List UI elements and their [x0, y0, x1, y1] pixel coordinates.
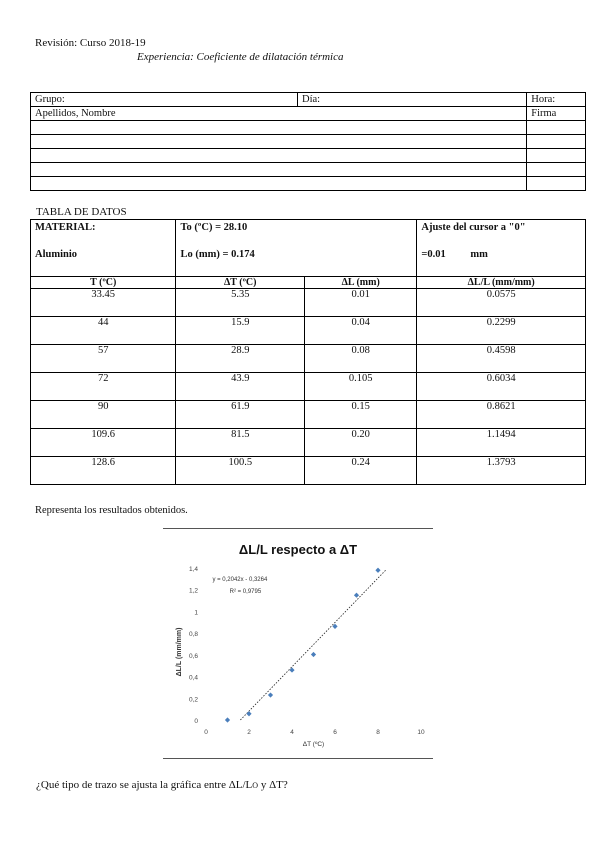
cell-dt: 15.9 [176, 317, 305, 345]
name-cell[interactable] [31, 135, 527, 149]
cell-dl: 0.24 [305, 457, 417, 485]
data-point [354, 593, 359, 598]
experiment-title: Experiencia: Coeficiente de dilatación térmica [137, 51, 344, 63]
to-label: To (ºC) = 28.10 [180, 222, 248, 233]
chart-layer [176, 542, 425, 748]
cell-dt: 43.9 [176, 373, 305, 401]
signature-cell[interactable] [527, 135, 586, 149]
question-subscript: O [252, 781, 259, 790]
cell-ratio: 0.6034 [417, 373, 586, 401]
table-row [31, 345, 586, 373]
table-row [31, 429, 586, 457]
name-cell[interactable] [31, 121, 527, 135]
cell-ratio: 0.2299 [417, 317, 586, 345]
chart [163, 530, 433, 756]
x-axis-label: ΔT (ºC) [302, 741, 325, 748]
column-header: ΔT (ºC) [176, 277, 305, 289]
y-tick-label: 0,6 [188, 652, 198, 660]
y-axis-label: ΔL/L (mm/mm) [176, 627, 183, 677]
ajuste-value-line [421, 249, 581, 260]
signature-cell[interactable] [527, 163, 586, 177]
cell-t: 90 [31, 401, 176, 429]
x-tick-label: 0 [204, 729, 208, 736]
group-table [30, 92, 586, 191]
column-header: ΔL/L (mm/mm) [417, 277, 586, 289]
cell-dl: 0.105 [305, 373, 417, 401]
y-tick-label: 1 [194, 609, 198, 617]
column-header-row [31, 277, 586, 289]
x-tick-label: 2 [247, 729, 251, 736]
chart-top-rule [163, 528, 433, 529]
ajuste-cell [417, 220, 586, 277]
cell-dt: 61.9 [176, 401, 305, 429]
cell-dl: 0.01 [305, 289, 417, 317]
cell-dt: 5.35 [176, 289, 305, 317]
data-point [268, 692, 273, 697]
x-tick-label: 8 [376, 729, 380, 736]
table-row [31, 457, 586, 485]
x-tick-label: 6 [333, 729, 337, 736]
revision-label: Revisión: Curso 2018-19 [35, 37, 146, 49]
grupo-cell[interactable]: Grupo: [31, 93, 298, 107]
chart-title: ΔL/L respecto a ΔT [238, 542, 358, 557]
dia-cell[interactable]: Día: [298, 93, 527, 107]
y-tick-label: 0,4 [188, 674, 198, 682]
name-cell[interactable] [31, 149, 527, 163]
y-tick-label: 1,4 [188, 566, 198, 573]
cell-ratio: 0.0575 [417, 289, 586, 317]
question-text [36, 779, 288, 791]
cell-dt: 81.5 [176, 429, 305, 457]
cell-t: 44 [31, 317, 176, 345]
trend-equation: y = 0,2042x - 0,3264 [212, 577, 268, 584]
cell-dl: 0.04 [305, 317, 417, 345]
reference-cell [176, 220, 417, 277]
ajuste-label: Ajuste del cursor a "0" [421, 222, 526, 233]
material-value: Aluminio [35, 249, 78, 260]
cell-t: 128.6 [31, 457, 176, 485]
ajuste-unit: mm [470, 249, 488, 260]
cell-ratio: 0.4598 [417, 345, 586, 373]
cell-t: 57 [31, 345, 176, 373]
cell-dt: 100.5 [176, 457, 305, 485]
table-row [31, 373, 586, 401]
signature-cell[interactable] [527, 121, 586, 135]
y-tick-label: 0 [194, 718, 198, 725]
column-header: T (ºC) [31, 277, 176, 289]
data-point [246, 711, 251, 716]
trend-r2: R² = 0,9795 [229, 588, 262, 595]
apellidos-header: Apellidos, Nombre [31, 107, 527, 121]
name-cell[interactable] [31, 177, 527, 191]
y-tick-label: 1,2 [188, 587, 198, 595]
cell-ratio: 0.8621 [417, 401, 586, 429]
y-tick-label: 0,8 [188, 631, 198, 639]
chart-bottom-rule [163, 758, 433, 759]
ajuste-value: =0.01 [421, 249, 446, 260]
table-row [31, 401, 586, 429]
cell-ratio: 1.1494 [417, 429, 586, 457]
cell-dl: 0.08 [305, 345, 417, 373]
data-table-title: TABLA DE DATOS [36, 206, 127, 218]
data-table [30, 219, 586, 485]
instruction-text: Representa los resultados obtenidos. [35, 505, 188, 516]
cell-dl: 0.20 [305, 429, 417, 457]
data-point [225, 717, 230, 722]
hora-cell[interactable]: Hora: [527, 93, 586, 107]
material-cell [31, 220, 176, 277]
cell-t: 109.6 [31, 429, 176, 457]
data-point [289, 667, 294, 672]
signature-cell[interactable] [527, 177, 586, 191]
firma-header: Firma [527, 107, 586, 121]
data-point [311, 652, 316, 657]
signature-cell[interactable] [527, 149, 586, 163]
table-row [31, 289, 586, 317]
material-label: MATERIAL: [35, 222, 96, 233]
cell-dl: 0.15 [305, 401, 417, 429]
cell-t: 72 [31, 373, 176, 401]
table-row [31, 317, 586, 345]
cell-dt: 28.9 [176, 345, 305, 373]
question-suffix: y ΔT? [260, 779, 288, 791]
x-tick-label: 4 [290, 729, 294, 736]
question-prefix: ¿Qué tipo de trazo se ajusta la gráfica entre ΔL/L [36, 779, 253, 791]
cell-t: 33.45 [31, 289, 176, 317]
trendline [240, 569, 386, 720]
data-point [375, 568, 380, 573]
name-cell[interactable] [31, 163, 527, 177]
x-tick-label: 10 [417, 729, 425, 736]
y-tick-label: 0,2 [188, 696, 198, 704]
cell-ratio: 1.3793 [417, 457, 586, 485]
column-header: ΔL (mm) [305, 277, 417, 289]
lo-label: Lo (mm) = 0.174 [180, 249, 255, 260]
